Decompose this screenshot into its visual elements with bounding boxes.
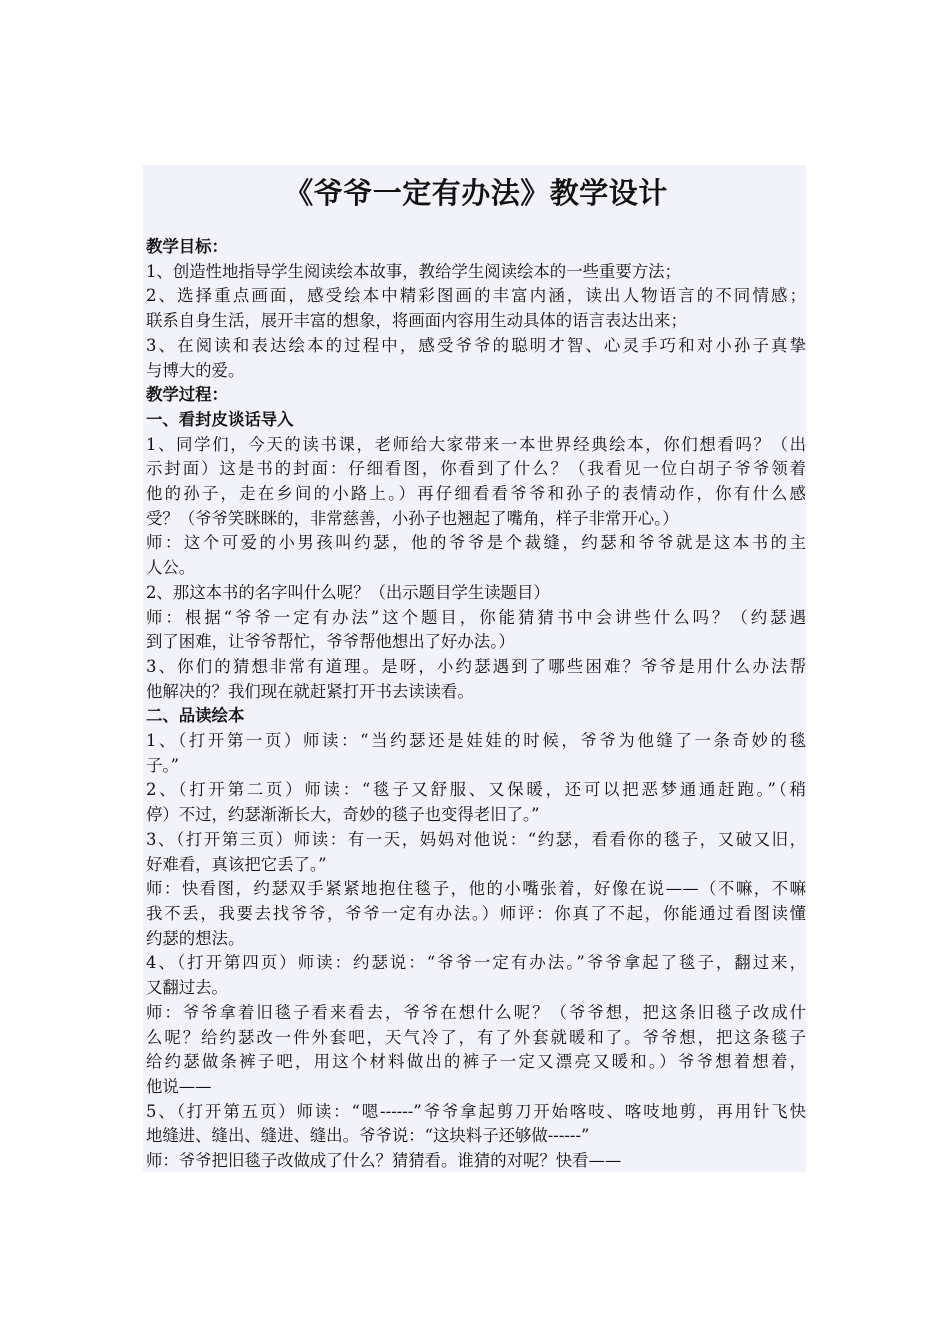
paragraph-line: 3、在阅读和表达绘本的过程中，感受爷爷的聪明才智、心灵手巧和对小孙子真挚 bbox=[146, 335, 806, 355]
paragraph-line: 他解决的？我们现在就赶紧打开书去读读看。 bbox=[146, 681, 474, 701]
paragraph-line: 5、（打开第五页）师读：“嗯------”爷爷拿起剪刀开始喀吱、喀吱地剪，再用针飞快 bbox=[146, 1101, 806, 1121]
paragraph-line: 子。” bbox=[146, 755, 179, 775]
paragraph-line: 联系自身生活，展开丰富的想象，将画面内容用生动具体的语言表达出来； bbox=[146, 311, 687, 331]
section-heading: 二、品读绘本 bbox=[146, 706, 245, 726]
paragraph-line: 约瑟的想法。 bbox=[146, 928, 245, 948]
paragraph-line: 2、（打开第二页）师读：“毯子又舒服、又保暖，还可以把恶梦通通赶跑。”（稍 bbox=[146, 780, 806, 800]
section-heading: 教学过程： bbox=[146, 385, 228, 405]
paragraph-line: 2、选择重点画面，感受绘本中精彩图画的丰富内涵，读出人物语言的不同情感； bbox=[146, 286, 806, 306]
paragraph-line: 又翻过去。 bbox=[146, 978, 228, 998]
paragraph-line: 他的孙子，走在乡间的小路上。）再仔细看看爷爷和孙子的表情动作，你有什么感 bbox=[146, 484, 806, 504]
paragraph-line: 1、创造性地指导学生阅读绘本故事，教给学生阅读绘本的一些重要方法； bbox=[146, 261, 681, 281]
paragraph-line: 1、（打开第一页）师读：“当约瑟还是娃娃的时候，爷爷为他缝了一条奇妙的毯 bbox=[146, 731, 806, 751]
document-page bbox=[143, 165, 806, 1172]
paragraph-line: 3、你们的猜想非常有道理。是呀，小约瑟遇到了哪些困难？爷爷是用什么办法帮 bbox=[146, 656, 806, 676]
paragraph-line: 地缝进、缝出、缝进、缝出。爷爷说：“这块料子还够做------” bbox=[146, 1126, 590, 1146]
paragraph-line: 到了困难，让爷爷帮忙，爷爷帮他想出了好办法。） bbox=[146, 632, 515, 652]
paragraph-line: 1、同学们，今天的读书课，老师给大家带来一本世界经典绘本，你们想看吗？（出 bbox=[146, 434, 806, 454]
paragraph-line: 么呢？给约瑟改一件外套吧，天气冷了，有了外套就暖和了。爷爷想，把这条毯子 bbox=[146, 1027, 806, 1047]
paragraph-line: 2、那这本书的名字叫什么呢？（出示题目学生读题目） bbox=[146, 582, 550, 602]
paragraph-line: 师：根据“爷爷一定有办法”这个题目，你能猜猜书中会讲些什么吗？（约瑟遇 bbox=[146, 607, 806, 627]
paragraph-line: 停）不过，约瑟渐渐长大，奇妙的毯子也变得老旧了。” bbox=[146, 805, 540, 825]
paragraph-line: 受？（爷爷笑眯眯的，非常慈善，小孙子也翘起了嘴角，样子非常开心。） bbox=[146, 508, 679, 528]
document-title: 《爷爷一定有办法》教学设计 bbox=[284, 176, 668, 210]
paragraph-line: 我不丢，我要去找爷爷，爷爷一定有办法。）师评：你真了不起，你能通过看图读懂 bbox=[146, 903, 806, 923]
paragraph-line: 与博大的爱。 bbox=[146, 360, 245, 380]
section-heading: 一、看封皮谈话导入 bbox=[146, 409, 294, 429]
document-body bbox=[146, 235, 806, 1172]
paragraph-line: 给约瑟做条裤子吧，用这个材料做出的裤子一定又漂亮又暖和。）爷爷想着想着， bbox=[146, 1052, 806, 1072]
paragraph-line: 人公。 bbox=[146, 558, 196, 578]
paragraph-line: 师：快看图，约瑟双手紧紧地抱住毯子，他的小嘴张着，好像在说——（不嘛，不嘛 bbox=[146, 879, 806, 899]
paragraph-line: 师：爷爷拿着旧毯子看来看去，爷爷在想什么呢？（爷爷想，把这条旧毯子改成什 bbox=[146, 1002, 806, 1022]
paragraph-line: 4、（打开第四页）师读：约瑟说：“爷爷一定有办法。”爷爷拿起了毯子，翻过来， bbox=[146, 953, 806, 973]
paragraph-line: 师：爷爷把旧毯子改做成了什么？猜猜看。谁猜的对呢？快看—— bbox=[146, 1151, 622, 1171]
paragraph-line: 他说—— bbox=[146, 1076, 212, 1096]
paragraph-line: 3、（打开第三页）师读：有一天，妈妈对他说：“约瑟，看看你的毯子，又破又旧， bbox=[146, 829, 806, 849]
paragraph-line: 好难看，真该把它丢了。” bbox=[146, 854, 327, 874]
section-heading: 教学目标： bbox=[146, 237, 228, 256]
paragraph-line: 示封面）这是书的封面：仔细看图，你看到了什么？（我看见一位白胡子爷爷领着 bbox=[146, 459, 806, 479]
paragraph-line: 师：这个可爱的小男孩叫约瑟，他的爷爷是个裁缝，约瑟和爷爷就是这本书的主 bbox=[146, 533, 806, 553]
